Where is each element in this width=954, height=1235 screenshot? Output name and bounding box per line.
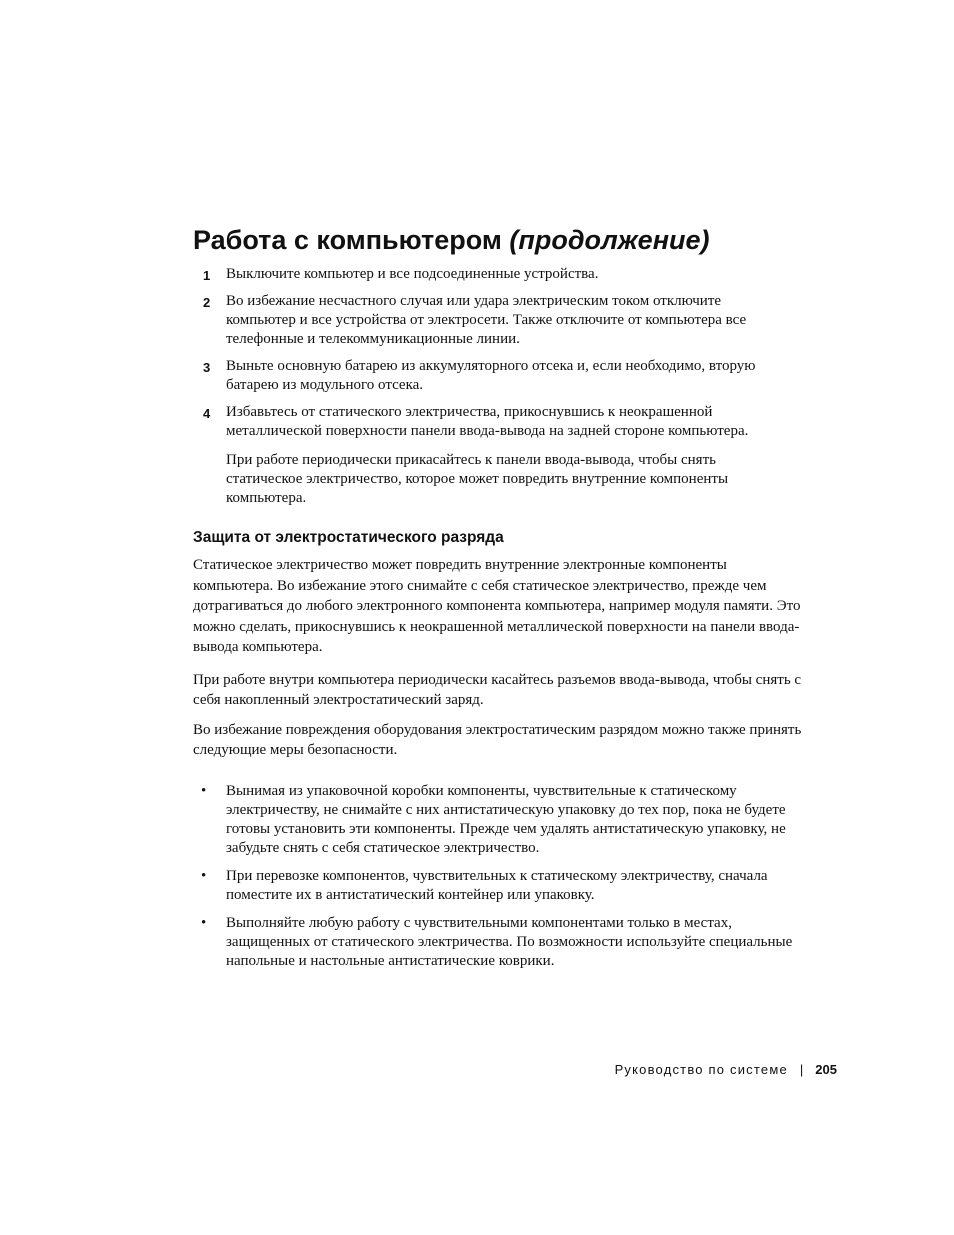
step-item [193,357,793,395]
bullet-text: Вынимая из упаковочной коробки компоненты, чувствительные к статическому электричеству, не снимайте с них антистатическую упаковку до тех пор, пока не будете готовы установить эти компоненты. Прежде чем удалять антистатическую упаковку, не забудьте снять с себя статическое электричество. [226,782,786,856]
bullet-list [193,782,808,971]
steps-list [193,265,793,508]
paragraph: Во избежание повреждения оборудования электростатическим разрядом можно также принять следующие меры безопасности. [193,721,802,758]
footer-title: Руководство по системе [614,1062,788,1077]
paragraph: При работе внутри компьютера периодически касайтесь разъемов ввода-вывода, чтобы снять с себя накопленный электростатический заряд. [193,671,802,708]
page-title-continued: (продолжение) [509,225,710,255]
step-text: Во избежание несчастного случая или удара электрическим током отключите компьютер и все устройства от электросети. Также отключите от компьютера все телефонные и телекоммуникационные линии. [226,293,747,347]
step-text: Избавьтесь от статического электричества, прикоснувшись к неокрашенной металлической поверхности панели ввода-вывода на задней стороне компьютера. [226,404,749,439]
bullet-item [193,914,801,971]
section-body [193,555,808,980]
footer-separator: | [799,1062,804,1077]
step-number: 3 [203,360,211,375]
step-number: 2 [203,295,211,310]
step-item [193,265,793,284]
step-item [193,292,793,349]
bullet-item [193,782,801,858]
section-title: Защита от электростатического разряда [193,529,504,546]
step-note: При работе периодически прикасайтесь к панели ввода-вывода, чтобы снять статическое электричество, которое может повредить внутренние компоненты компьютера. [226,452,729,506]
step-text: Выньте основную батарею из аккумуляторного отсека и, если необходимо, вторую батарею из модульного отсека. [226,358,756,393]
bullet-text: При перевозке компонентов, чувствительных к статическому электричеству, сначала поместите их в антистатический контейнер или упаковку. [226,867,768,903]
step-text: Выключите компьютер и все подсоединенные устройства. [226,266,599,282]
step-number: 4 [203,406,211,421]
paragraph: Статическое электричество может повредить внутренние электронные компоненты компьютера. Во избежание этого снимайте с себя статическое электричество, прежде чем дотрагиваться до любого электронного компонента компьютера, например модуля памяти. Это можно сделать, прикоснувшись к неокрашенной металлической поверхности на панели ввода-вывода компьютера. [193,557,801,655]
bullet-text: Выполняйте любую работу с чувствительными компонентами только в местах, защищенных от статического электричества. По возможности используйте специальные напольные и настольные антистатические коврики. [226,914,793,969]
page-number: 205 [815,1062,837,1077]
page-footer [615,1061,837,1079]
step-number: 1 [203,268,211,283]
bullet-glyph: • [201,782,207,799]
bullet-glyph: • [201,914,207,931]
page-title [193,222,710,258]
bullet-glyph: • [201,867,207,884]
bullet-item [193,867,801,905]
page-title-main: Работа с компьютером [193,225,502,255]
step-item [193,403,793,441]
